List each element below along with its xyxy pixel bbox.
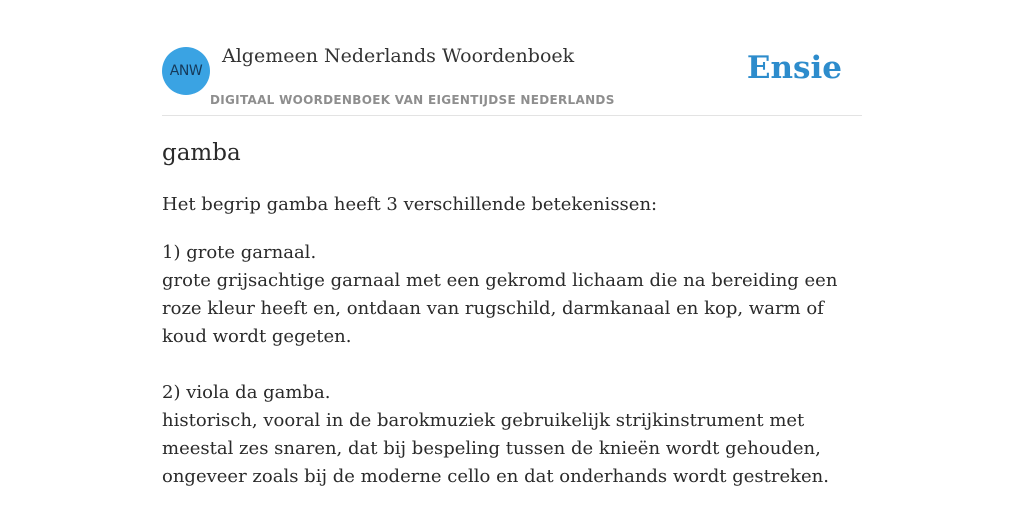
site-subtitle: DIGITAAL WOORDENBOEK VAN EIGENTIJDSE NEDERLANDS	[210, 93, 615, 107]
meaning-definition: grote grijsachtige garnaal met een gekromd lichaam die na bereiding een roze kleur heeft en, ontdaan van rugschild, darmkanaal en kop, warm of koud wordt gegeten.	[162, 270, 838, 347]
entry-word: gamba	[162, 140, 241, 166]
meanings-list	[162, 239, 862, 512]
entry-intro: Het begrip gamba heeft 3 verschillende betekenissen:	[162, 194, 658, 215]
ensie-brand-logo[interactable]: Ensie	[746, 50, 842, 86]
meaning-heading: 2) viola da gamba.	[162, 382, 331, 403]
meaning-heading: 1) grote garnaal.	[162, 242, 317, 263]
site-header	[162, 0, 862, 116]
anw-logo[interactable]: ANW	[162, 47, 210, 95]
meaning-item	[162, 239, 862, 351]
meaning-definition: historisch, vooral in de barokmuziek gebruikelijk strijkinstrument met meestal zes snaren, dat bij bespeling tussen de knieën wordt gehouden, ongeveer zoals bij de moderne cello en dat onderhands wordt gestreken.	[162, 410, 829, 487]
meaning-item	[162, 379, 862, 491]
site-title[interactable]: Algemeen Nederlands Woordenboek	[222, 45, 575, 67]
